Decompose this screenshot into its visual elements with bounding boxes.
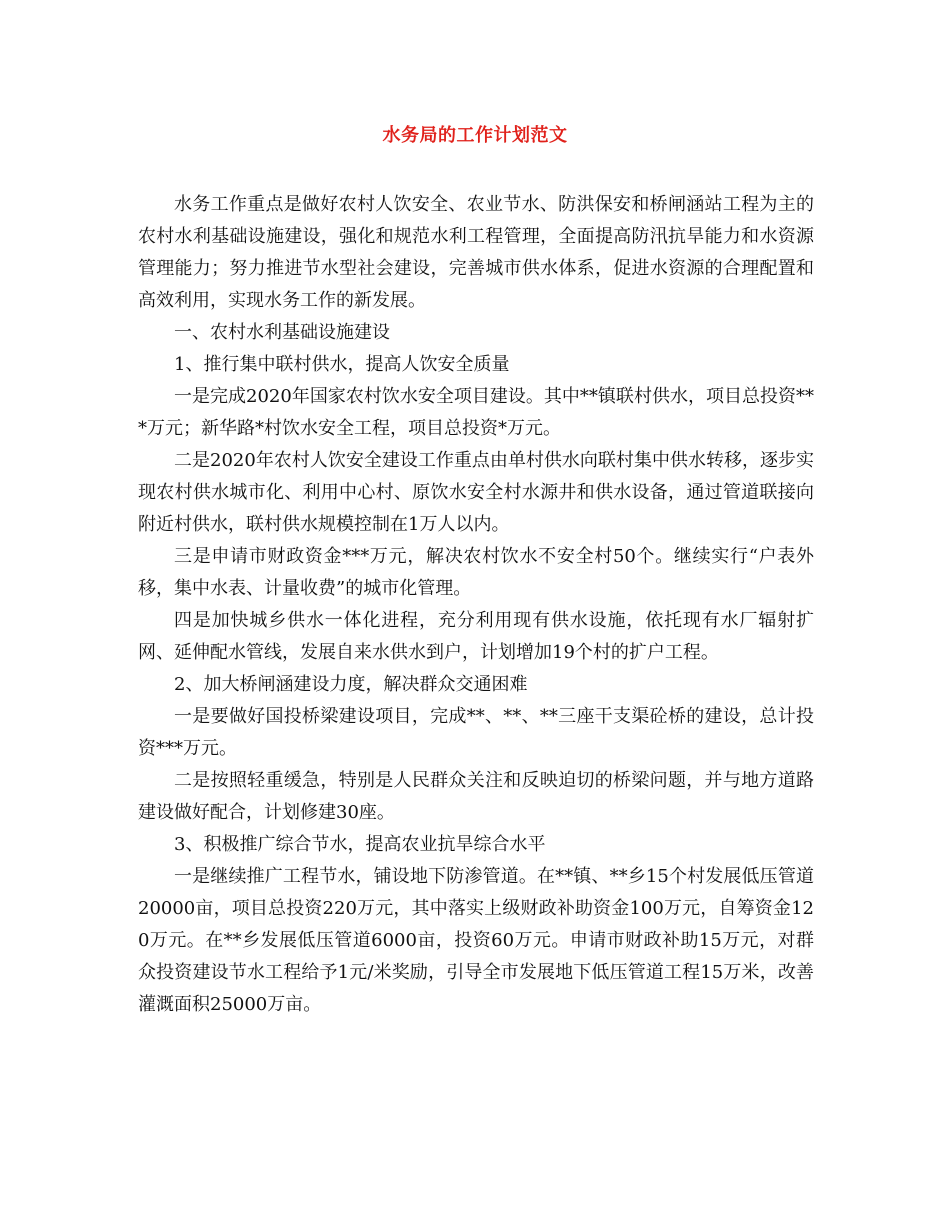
paragraph-item-3: 三是申请市财政资金***万元，解决农村饮水不安全村50个。继续实行“户表外移，集中水表、计量收费”的城市化管理。 (138, 546, 814, 599)
paragraph-bridge-2: 二是按照轻重缓急，特别是人民群众关注和反映迫切的桥梁问题，并与地方道路建设做好配合，计划修建30座。 (138, 770, 814, 823)
paragraph-item-2: 二是2020年农村人饮安全建设工作重点由单村供水向联村集中供水转移，逐步实现农村供水城市化、利用中心村、原饮水安全村水源井和供水设备，通过管道联接向附近村供水，联村供水规模控制在1万人以内。 (138, 450, 814, 535)
document-title: 水务局的工作计划范文 (382, 125, 568, 146)
document-body (138, 189, 814, 1021)
section-heading-rural-water: 一、农村水利基础设施建设 (174, 322, 390, 343)
paragraph-item-4: 四是加快城乡供水一体化进程，充分利用现有供水设施，依托现有水厂辐射扩网、延伸配水管线，发展自来水供水到户，计划增加19个村的扩户工程。 (138, 610, 814, 663)
subheading-bridge-culvert: 2、加大桥闸涵建设力度，解决群众交通困难 (174, 674, 528, 695)
subheading-water-saving: 3、积极推广综合节水，提高农业抗旱综合水平 (174, 834, 546, 855)
paragraph-water-saving-1: 一是继续推广工程节水，铺设地下防渗管道。在**镇、**乡15个村发展低压管道20000亩，项目总投资220万元，其中落实上级财政补助资金100万元，自筹资金120万元。在**乡发展低压管道6000亩，投资60万元。申请市财政补助15万元，对群众投资建设节水工程给予1元/米奖励，引导全市发展地下低压管道工程15万米，改善灌溉面积25000万亩。 (138, 866, 814, 1015)
subheading-joint-village-supply: 1、推行集中联村供水，提高人饮安全质量 (174, 354, 510, 375)
paragraph-intro: 水务工作重点是做好农村人饮安全、农业节水、防洪保安和桥闸涵站工程为主的农村水利基础设施建设，强化和规范水利工程管理，全面提高防汛抗旱能力和水资源管理能力；努力推进节水型社会建设，完善城市供水体系，促进水资源的合理配置和高效利用，实现水务工作的新发展。 (138, 194, 814, 311)
paragraph-item-1: 一是完成2020年国家农村饮水安全项目建设。其中**镇联村供水，项目总投资***万元；新华路*村饮水安全工程，项目总投资*万元。 (138, 386, 814, 439)
paragraph-bridge-1: 一是要做好国投桥梁建设项目，完成**、**、**三座干支渠砼桥的建设，总计投资***万元。 (138, 706, 814, 759)
